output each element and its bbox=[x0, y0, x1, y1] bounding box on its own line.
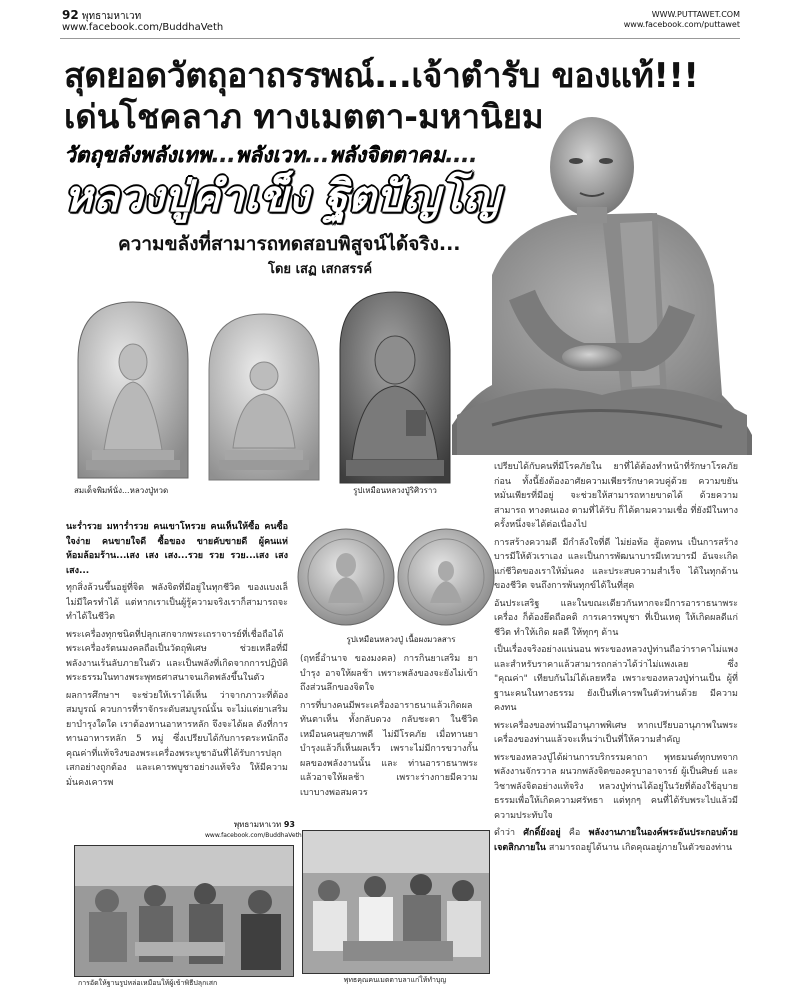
article-paragraph: พระเครื่องทุกชนิดที่ปลุกเสกจากพระเถราจารย์ที่เชื่อถือได้ พระเครื่องรัตนมงคลถือเป็นวัตถุพิเศษ ช่วยเหลือที่มีพลังงานเร้นลับภายในตัว และเป็นพลังที่เกิดจากการปฏิบัติพระธรรมในทางพระพุทธศาสนาจนเกิดพลังขึ้นในตัว bbox=[66, 629, 288, 683]
article-paragraph: (ฤทธิ์อำนาจ ของมงคล) การกินยาเสริม ยาบำรุง อาจให้ผลช้า เพราะพลังของจะยังไม่เข้าถึงส่วนลึกของจิตใจ bbox=[300, 654, 478, 693]
article-paragraph: พระเครื่องของท่านมีอานุภาพพิเศษ หากเปรียบอานุภาพในพระเครื่องของท่านแล้วจะเห็นว่าเป็นที่ให้ความสำคัญ bbox=[494, 720, 738, 745]
article-title-monk-name: หลวงปู่คำเข็ง ฐิตปัญโญ bbox=[64, 172, 500, 222]
article-paragraph: ผลการศึกษาฯ จะช่วยให้เราได้เห็น ว่าจากภาวะที่ต้องสมบูรณ์ ควบการที่ราจักระดับสมบูรณ์นั้น จะไม่แต่ยาเสริม ยาบำรุงใดใด เราต้องทานอาหารหลัก จึงจะได้ผล ดังที่การทานอาหารหลัก 5 หมู่ ซึ่งเปรียบได้กับการตระหนักถึงคุณค่าที่แท้จริงของพระเครื่องพระบูชาอันที่ได้รับการปลุกเสกอย่างถูกต้อง และเคารพบูชาอย่างแท้จริง ให้มีความมั่นคงเคารพ bbox=[66, 690, 288, 788]
subheader-page-number: 93 bbox=[283, 820, 295, 829]
caption-photo-right: พุทธคุณคนเมตตาบลาแก่ให้ทำบุญ bbox=[343, 976, 447, 984]
article-title-line1: สุดยอดวัตถุอาถรรพณ์...เจ้าตำรับ ของแท้!!! bbox=[64, 56, 699, 96]
article-paragraph: การสร้างความดี มีกำลังใจที่ดี ไม่ย่อท้อ สู้อดทน เป็นการสร้างบารมีให้ตัวเราเอง และเป็นการพัฒนาบารมีเทวบารมี อันจะเกิดแก่ชีวิตของเราให้มั่นคง และประสบความสำเร็จ ได้ในทุกด้านของชีวิต จนถึงการพ้นทุกข์ได้ในที่สุด bbox=[494, 537, 738, 591]
article-column-left bbox=[66, 520, 288, 820]
ceremony-photo-left bbox=[74, 845, 294, 977]
monk-photo bbox=[452, 95, 752, 455]
article-paragraph: เป็นเรื่องจริงอย่างแน่นอน พระของหลวงปู่ท่านถือว่าราคาไม่แพง และสำหรับราคาแล้วสามารถกล่าวได้ว่าไม่แพงเลย ซึ่ง "คุณค่า" เทียบกันไม่ได้เลยหรือ เพราะของหลวงปู่ท่านเป็น ผู้ที่ฐานะคนในทางธรรม ยังเป็นที่เคารพในตัวท่านด้วย มีความคงทน bbox=[494, 645, 738, 713]
header-right-sub: www.facebook.com/puttawet bbox=[623, 20, 740, 29]
article-paragraph: ทุกสิ่งล้วนขึ้นอยู่ที่จิต พลังจิตที่มีอยู่ในทุกชีวิต ของแบงเล็ไม่มีใครทำได้ แต่หากเราเป็นผู้รู้ความจริงเราก็สามารถจะทำได้ในชีวิต bbox=[66, 583, 288, 622]
text-run: ดำว่า bbox=[494, 828, 516, 838]
caption-photo-left: การอัดให้ฐานรูปหล่อเหมือนให้ผู้เข้าพิธีปลุกเสก bbox=[78, 979, 218, 987]
text-run: คือ bbox=[568, 828, 581, 838]
caption-coin-amulets: รูปเหมือนหลวงปู่ เนื้อผงมวลสาร bbox=[346, 635, 456, 644]
article-paragraph: พระของหลวงปู่ได้ผ่านการบริกรรมคาถา พุทธมนต์ทุกบทจากพลังงานจักรวาล ผนวกพลังจิตของครูบาอาจารย์ ผู้เป็นศิษย์ และวิชาพลังจิตอย่างแท้จริง หลวงปู่ท่านได้อยู่ในวัยที่ต้องใช้อุบายธรรมเพื่อให้เกิดความศรัทธา แต่ทุกๆ คนที่ได้รับพระไปแล้วมีความประทับใจ bbox=[494, 752, 738, 821]
subheader-name: พุทธามหาเวท bbox=[233, 820, 282, 829]
header-left-sub: www.facebook.com/BuddhaVeth bbox=[62, 22, 224, 33]
article-paragraph: อันประเสริฐ และในขณะเดียวกันหากจะมีการอาราธนาพระเครื่อง ก็ต้องยึดถือคติ การเคารพบูชา ที่เป็นเหตุ ให้เกิดผลดีแก่ชีวิต ทำให้เกิด ผลดี ให้ทุกๆ ด้าน bbox=[494, 598, 738, 638]
article-author: โดย เสฏ เสกสรรค์ bbox=[268, 262, 373, 277]
amulet-luangpu-image bbox=[336, 290, 454, 485]
page-number: 92 bbox=[62, 8, 79, 22]
article-paragraph-final bbox=[494, 826, 738, 855]
text-run: สามารถอยู่ได้นาน เกิดคุณอยู่ภายในตัวของท่าน bbox=[548, 842, 733, 853]
article-paragraph: เปรียบได้กับคนที่มีโรคภัยใน ยาที่ได้ต้องทำหน้าที่รักษาโรคภัยก่อน ทั้งนี้ยังต้องอาศัยความเพียรรักษาควบคู่ด้วย ความขยันหมั่นเพียรที่มีอยู่ จะช่วยให้สามารถหายขาดได้ ด้วยความสามารถ ทางตนเอง ตามที่ได้รับ ก็ได้ตามความเชื่อ ที่ยังมีในทาง ครั้งหนึ่งจะได้ต่อเนื่องไป bbox=[494, 462, 738, 530]
header-divider bbox=[60, 38, 740, 39]
article-title-line2: เด่นโชคลาภ ทางเมตตา-มหานิยม bbox=[64, 97, 544, 136]
text-run-bold: พลังงานภายในองค์พระอันประกอบด้วยเจตสิกภายใน bbox=[494, 828, 738, 853]
page-header-right bbox=[624, 10, 740, 30]
text-run-bold: ศักดิ์ยังอยู่ bbox=[523, 828, 561, 838]
caption-amulet-somdej: สมเด็จพิมพ์นั่ง...หลวงปู่ทวด bbox=[74, 486, 169, 495]
subheader-sub: www.facebook.com/BuddhaVeth bbox=[205, 832, 302, 839]
caption-amulet-luangpu: รูปเหมือนหลวงปู่ริศิวราว bbox=[353, 486, 437, 495]
subheader-93 bbox=[205, 820, 302, 841]
magazine-name: พุทธามหาเวท bbox=[81, 11, 142, 22]
article-title-line3: วัตถุขลังพลังเทพ...พลังเวท...พลังจิตตาคม.... bbox=[64, 143, 478, 167]
amulet-somdej-image bbox=[74, 300, 192, 480]
article-lead: นะร่ำรวย มหาร่ำรวย คนเขาโหรวย คนเห็นให้ซื้อ คนซื้อใจง่าย คนขายใจดี ซื้อของ ขายคับขายดี ผู้คนแห่ห้อมล้อมร้าน...เสง เสง เสง...รวย รวย รวย...เสง เสง เสง... bbox=[66, 522, 288, 576]
amulet-luangpu-tuad-image bbox=[205, 310, 323, 482]
article-column-right bbox=[494, 460, 738, 980]
article-subtitle: ความขลังที่สามารถทดสอบพิสูจน์ได้จริง... bbox=[118, 233, 461, 255]
header-url: WWW.PUTTAWET.COM bbox=[651, 10, 740, 19]
page-header-left bbox=[62, 10, 223, 33]
ceremony-photo-right bbox=[302, 830, 490, 974]
article-column-middle bbox=[300, 652, 478, 822]
coin-amulets-image bbox=[296, 525, 496, 630]
article-paragraph: การที่บางคนมีพระเครื่องอาราธนาแล้วเกิดผลทันตาเห็น ทั้งกลับดวง กลับชะตา ในชีวิต เหมือนคนสุขภาพดี ไม่มีโรคภัย เมื่อทานยาบำรุงแล้วก็เห็นผลเร็ว เพราะไม่มีการขวางกั้นผลของพลังงานนั้น และ ท่านอาราธนาพระแล้วอาจให้ผลช้า เพราะร่างกายมีความเบาบางพอสมควร bbox=[300, 700, 478, 798]
